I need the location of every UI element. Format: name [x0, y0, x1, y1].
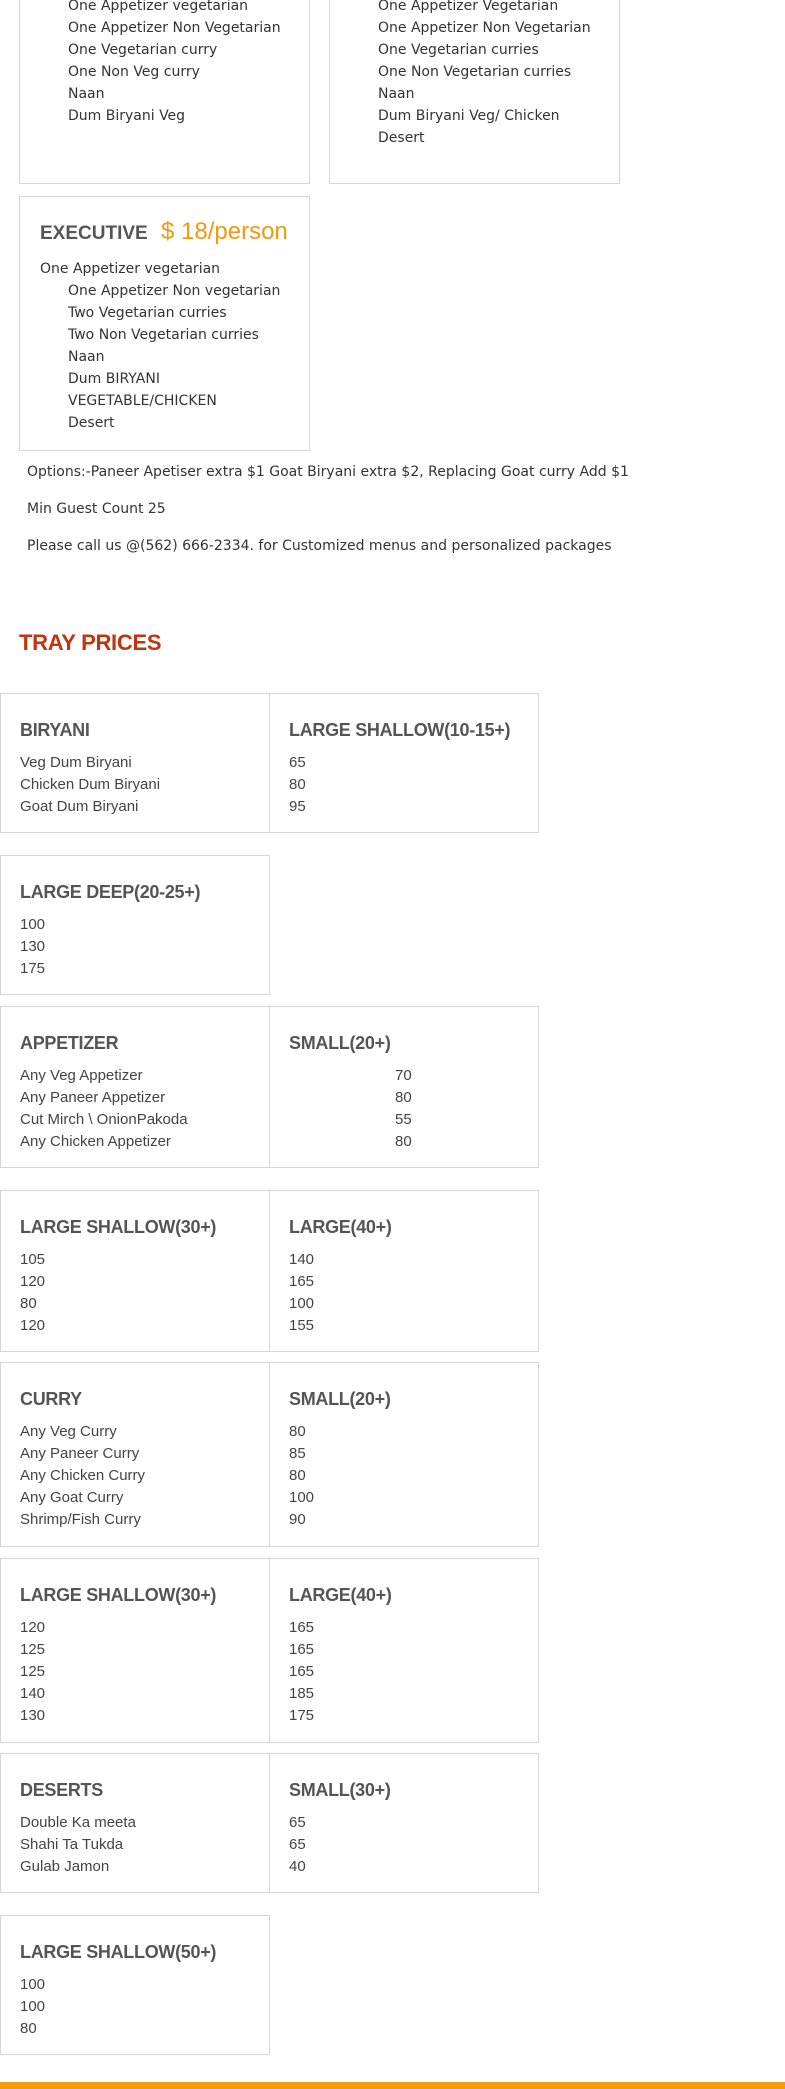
tray-cell-head: SMALL(20+)	[289, 1033, 391, 1053]
package-item: Two Vegetarian curries	[68, 305, 227, 321]
tray-row: Any Goat Curry	[20, 1489, 124, 1506]
tray-row: 90	[289, 1511, 306, 1528]
tray-row: 55	[395, 1111, 412, 1128]
tray-row: Chicken Dum Biryani	[20, 776, 161, 793]
tray-cell-head: CURRY	[20, 1389, 82, 1409]
tray-cell-rows	[20, 1249, 45, 1337]
tray-row: 80	[289, 1423, 306, 1440]
tray-cell-deserts	[0, 1753, 270, 1893]
tray-cell-rows	[20, 1421, 145, 1531]
tray-prices-title: TRAY PRICES	[19, 630, 162, 655]
tray-row: Shrimp/Fish Curry	[20, 1511, 141, 1528]
tray-cell-head: LARGE SHALLOW(30+)	[20, 1585, 217, 1605]
package-item: One Non Veg curry	[68, 64, 200, 80]
tray-cell-deserts-small	[269, 1753, 539, 1893]
tray-row: 85	[289, 1445, 306, 1462]
package-item: Dum BIRYANI	[68, 371, 160, 387]
tray-cell-appetizer-large	[269, 1190, 539, 1352]
tray-cell-head: SMALL(20+)	[289, 1389, 391, 1409]
tray-cell-head: DESERTS	[20, 1780, 103, 1800]
tray-row: 175	[20, 960, 46, 977]
tray-row: Double Ka meeta	[20, 1814, 136, 1831]
tray-row: 125	[20, 1641, 46, 1658]
tray-row: 165	[289, 1641, 315, 1658]
package-title: EXECUTIVE	[40, 223, 148, 244]
tray-row: 80	[289, 1467, 306, 1484]
package-item: Dum Biryani Veg/ Chicken	[378, 108, 560, 124]
tray-row: Goat Dum Biryani	[20, 798, 139, 815]
tray-cell-rows	[20, 914, 45, 980]
tray-row: 155	[289, 1317, 315, 1334]
tray-row: 80	[395, 1133, 412, 1150]
tray-row: 185	[289, 1685, 315, 1702]
package-item: Naan	[378, 86, 415, 102]
options-note: Options:-Paneer Apetiser extra $1 Goat Biryani extra $2, Replacing Goat curry Add $1	[27, 464, 629, 480]
package-item: One Appetizer Non vegetarian	[68, 283, 281, 299]
tray-row: 140	[289, 1251, 315, 1268]
tray-row: 40	[289, 1858, 306, 1875]
tray-row: Any Veg Appetizer	[20, 1067, 143, 1084]
package-box-1	[19, 0, 310, 184]
tray-row: 95	[289, 798, 306, 815]
tray-cell-head: LARGE DEEP(20-25+)	[20, 882, 201, 902]
package-item: One Vegetarian curry	[68, 42, 218, 58]
tray-row: Veg Dum Biryani	[20, 754, 132, 771]
tray-row: 140	[20, 1685, 46, 1702]
tray-cell-rows	[20, 1617, 45, 1727]
package-item: Desert	[68, 415, 115, 431]
package-item: Naan	[68, 349, 105, 365]
tray-cell-head: LARGE SHALLOW(30+)	[20, 1217, 217, 1237]
package-item: One Appetizer Non Vegetarian	[378, 20, 591, 36]
tray-row: 165	[289, 1273, 315, 1290]
package-box-2	[329, 0, 620, 184]
package-item: One Appetizer vegetarian	[68, 0, 249, 14]
tray-cell-curry-large	[269, 1558, 539, 1743]
package-item: One Non Vegetarian curries	[378, 64, 572, 80]
tray-cell-biryani-large-deep	[0, 855, 270, 995]
tray-row: 65	[289, 1814, 306, 1831]
package-item: One Appetizer vegetarian	[40, 261, 221, 277]
tray-cell-rows	[20, 1812, 136, 1878]
tray-row: 125	[20, 1663, 46, 1680]
tray-row: 105	[20, 1251, 46, 1268]
tray-row: 80	[20, 2020, 37, 2037]
tray-row: Any Chicken Curry	[20, 1467, 146, 1484]
tray-row: 165	[289, 1619, 315, 1636]
tray-row: Cut Mirch \ OnionPakoda	[20, 1111, 188, 1128]
package-item: One Appetizer Vegetarian	[378, 0, 559, 14]
package-item: One Appetizer Non Vegetarian	[68, 20, 281, 36]
tray-cell-rows	[289, 1617, 314, 1727]
tray-cell-biryani-large-shallow	[269, 693, 539, 833]
package-box-executive	[19, 196, 310, 451]
tray-row: 100	[289, 1295, 315, 1312]
tray-cell-rows	[20, 1974, 45, 2040]
tray-cell-rows	[20, 752, 160, 818]
tray-cell-head: BIRYANI	[20, 720, 90, 740]
tray-cell-rows	[20, 1065, 188, 1153]
tray-row: 165	[289, 1663, 315, 1680]
tray-row: Any Paneer Appetizer	[20, 1089, 166, 1106]
tray-cell-rows	[395, 1065, 412, 1153]
tray-cell-appetizer	[0, 1006, 270, 1168]
tray-cell-head: SMALL(30+)	[289, 1780, 391, 1800]
tray-row: 120	[20, 1619, 46, 1636]
tray-row: 120	[20, 1273, 46, 1290]
tray-row: 130	[20, 938, 46, 955]
tray-row: 70	[395, 1067, 412, 1084]
tray-row: Any Chicken Appetizer	[20, 1133, 171, 1150]
tray-row: 100	[20, 916, 46, 933]
package-item: Desert	[378, 130, 425, 146]
tray-cell-rows	[289, 752, 306, 818]
package-item: VEGETABLE/CHICKEN	[68, 393, 217, 409]
package-item: Naan	[68, 86, 105, 102]
tray-row: 65	[289, 1836, 306, 1853]
tray-cell-curry	[0, 1362, 270, 1547]
tray-cell-head: LARGE SHALLOW(10-15+)	[289, 720, 511, 740]
footer-bar	[0, 2082, 785, 2089]
tray-row: 120	[20, 1317, 46, 1334]
tray-cell-rows	[289, 1421, 314, 1531]
tray-row: 80	[395, 1089, 412, 1106]
tray-cell-head: LARGE(40+)	[289, 1585, 392, 1605]
tray-row: 100	[20, 1998, 46, 2015]
tray-row: 100	[289, 1489, 315, 1506]
tray-row: Shahi Ta Tukda	[20, 1836, 124, 1853]
tray-row: Any Veg Curry	[20, 1423, 117, 1440]
tray-cell-appetizer-large-shallow	[0, 1190, 270, 1352]
tray-cell-appetizer-small	[269, 1006, 539, 1168]
tray-cell-deserts-large-shallow	[0, 1915, 270, 2055]
tray-cell-head: LARGE(40+)	[289, 1217, 392, 1237]
tray-row: 80	[20, 1295, 37, 1312]
package-price: $ 18/person	[161, 218, 288, 245]
tray-row: 100	[20, 1976, 46, 1993]
tray-cell-curry-small	[269, 1362, 539, 1547]
tray-cell-head: APPETIZER	[20, 1033, 119, 1053]
tray-cell-head: LARGE SHALLOW(50+)	[20, 1942, 217, 1962]
package-item: One Vegetarian curries	[378, 42, 539, 58]
tray-cell-rows	[289, 1812, 306, 1878]
package-item: Dum Biryani Veg	[68, 108, 186, 124]
tray-row: 65	[289, 754, 306, 771]
package-item: Two Non Vegetarian curries	[68, 327, 259, 343]
tray-row: 130	[20, 1707, 46, 1724]
tray-cell-rows	[289, 1249, 314, 1337]
tray-row: 80	[289, 776, 306, 793]
tray-row: Gulab Jamon	[20, 1858, 110, 1875]
tray-cell-biryani	[0, 693, 270, 833]
min-guest-note: Min Guest Count 25	[27, 501, 166, 517]
tray-row: 175	[289, 1707, 315, 1724]
tray-row: Any Paneer Curry	[20, 1445, 140, 1462]
tray-cell-curry-large-shallow	[0, 1558, 270, 1743]
call-note: Please call us @(562) 666-2334. for Customized menus and personalized packages	[27, 538, 612, 554]
